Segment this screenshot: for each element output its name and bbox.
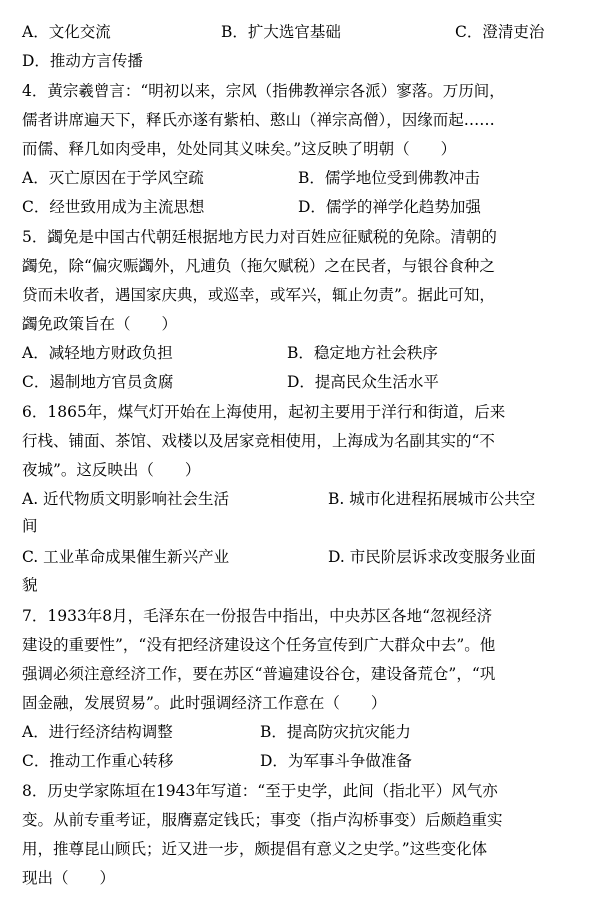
q6-option-b-wrap: 间 [22,517,38,535]
q7-stem-line: 7．1933年8月，毛泽东在一份报告中指出，中央苏区各地“忽视经济 [22,607,493,625]
q5-option-b: B．稳定地方社会秩序 [287,344,438,362]
q6-option-d: D. 市民阶层诉求改变服务业面 [328,548,536,566]
q8-stem-line: 现出（ ） [22,869,116,887]
q7-option-a: A．进行经济结构调整 [22,723,173,741]
q4-option-d: D．儒学的禅学化趋势加强 [298,198,481,216]
q5-stem-line: 5．蠲免是中国古代朝廷根据地方民力对百姓应征赋税的免除。清朝的 [22,228,497,246]
q5-stem-line: 蠲免，除“偏灾赈蠲外，凡逋负（拖欠赋税）之在民者，与银谷食种之 [22,257,495,275]
q6-stem-line: 行栈、铺面、茶馆、戏楼以及居家竞相使用，上海成为名副其实的“不 [22,432,495,450]
q4-option-c: C．经世致用成为主流思想 [22,198,205,216]
q5-option-a: A．减轻地方财政负担 [22,344,173,362]
q6-option-b: B. 城市化进程拓展城市公共空 [328,490,536,508]
q6-option-c: C. 工业革命成果催生新兴产业 [22,548,230,566]
q4-option-a: A．灭亡原因在于学风空疏 [22,169,204,187]
q6-stem-line: 夜城”。这反映出（ ） [22,461,201,479]
q7-option-b: B．提高防灾抗灾能力 [260,723,411,741]
q8-stem-line: 用，推尊昆山顾氏；近又进一步，颇提倡有意义之史学。”这些变化体 [22,840,488,858]
q7-option-d: D．为军事斗争做准备 [260,752,412,770]
q4-stem-line: 而儒、释几如肉受串，处处同其义味矣。”这反映了明朝（ ） [22,140,457,158]
q3-option-c: C．澄清吏治 [455,23,545,41]
q5-stem-line: 贷而未收者，遇国家庆典，或巡幸，或军兴，辄止勿责”。据此可知， [22,286,495,304]
q7-stem-line: 建设的重要性”，“没有把经济建设这个任务宣传到广大群众中去”。他 [22,636,496,654]
q4-stem-line: 儒者讲席遍天下，释氏亦遂有紫柏、憨山（禅宗高僧），因缘而起…… [22,111,495,129]
q8-stem-line: 变。从前专重考证，服膺嘉定钱氏；事变（指卢沟桥事变）后颇趋重实 [22,811,503,829]
q6-stem-line: 6．1865年，煤气灯开始在上海使用，起初主要用于洋行和街道，后来 [22,403,506,421]
q3-option-a: A．文化交流 [22,23,111,41]
q5-stem-line: 蠲免政策旨在（ ） [22,315,178,333]
q5-option-c: C．遏制地方官员贪腐 [22,373,174,391]
q4-stem-line: 4．黄宗羲曾言：“明初以来，宗风（指佛教禅宗各派）寥落。万历间， [22,82,505,100]
q7-option-c: C．推动工作重心转移 [22,752,174,770]
q7-stem-line: 固金融，发展贸易”。此时强调经济工作意在（ ） [22,694,387,712]
q6-option-a: A. 近代物质文明影响社会生活 [22,490,230,508]
q4-option-b: B．儒学地位受到佛教冲击 [298,169,480,187]
q5-option-d: D．提高民众生活水平 [287,373,439,391]
q8-stem-line: 8．历史学家陈垣在1943年写道：“至于史学，此间（指北平）风气亦 [22,782,498,800]
q7-stem-line: 强调必须注意经济工作，要在苏区“普遍建设谷仓，建设备荒仓”，“巩 [22,665,496,683]
q3-option-d: D．推动方言传播 [22,52,143,70]
q6-option-d-wrap: 貌 [22,576,38,594]
q3-option-b: B．扩大选官基础 [221,23,341,41]
